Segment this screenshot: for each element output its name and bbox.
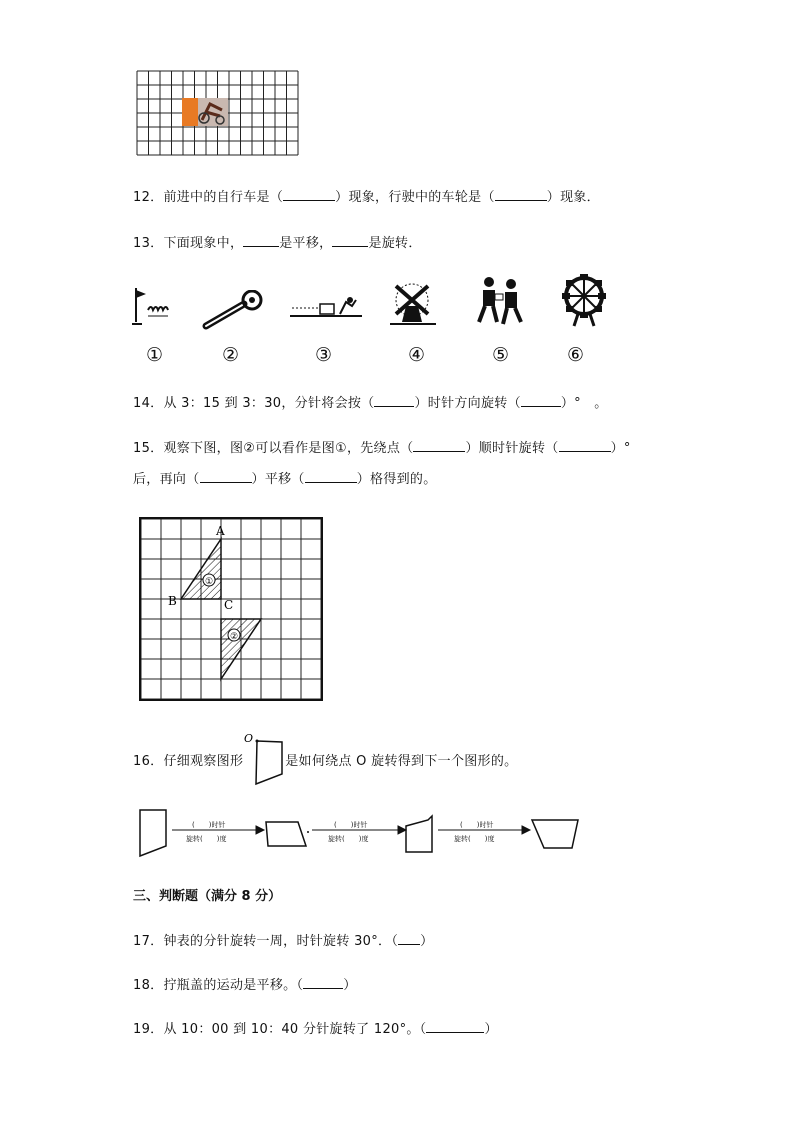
ferris-wheel-icon: [556, 272, 612, 328]
question-14: 14．从 3：15 到 3：30，分针将会按（ ）时针方向旋转（ ）° 。: [133, 396, 608, 411]
grid-with-bicycle-photo: [136, 70, 304, 156]
point-o-label: O: [244, 732, 254, 745]
shape-step-1: [140, 810, 166, 856]
answer-blank[interactable]: [303, 976, 343, 989]
point-a-label: A: [216, 524, 225, 538]
marching-people-icon: [475, 276, 527, 326]
windmill-icon: [390, 282, 436, 326]
picture-label-1: ①: [146, 344, 164, 366]
answer-blank[interactable]: [243, 234, 279, 247]
question-16: 16．仔细观察图形 是如何绕点 O 旋转得到下一个图形的。: [133, 754, 518, 769]
question-12: 12．前进中的自行车是（ ）现象，行驶中的车轮是（ ）现象．: [133, 190, 600, 205]
arrow-3-top: ( )时针: [460, 821, 494, 829]
picture-label-2: ②: [222, 344, 240, 366]
answer-blank[interactable]: [426, 1020, 484, 1033]
picture-label-3: ③: [315, 344, 333, 366]
shape-step-2: [266, 822, 306, 846]
flag-waving-icon: [128, 284, 178, 328]
question-13: 13．下面现象中， 是平移， 是旋转．: [133, 236, 422, 251]
question-15-line-1: 15．观察下图，图②可以看作是图①，先绕点（ ）顺时针旋转（ ）°: [133, 441, 631, 456]
answer-blank[interactable]: [200, 470, 252, 483]
question-19: 19．从 10：00 到 10：40 分针旋转了 120°。（ ）: [133, 1022, 498, 1037]
answer-blank[interactable]: [332, 234, 368, 247]
shape-step-4: [532, 820, 578, 848]
answer-blank[interactable]: [374, 394, 414, 407]
question-17: 17．钟表的分针旋转一周，时针旋转 30°．（ ）: [133, 934, 434, 949]
answer-blank[interactable]: [283, 188, 335, 201]
answer-blank[interactable]: [559, 439, 611, 452]
point-c-label: C: [224, 598, 234, 612]
arrow-1-bottom: 旋转( )度: [186, 835, 227, 843]
answer-blank[interactable]: [521, 394, 561, 407]
answer-blank[interactable]: [495, 188, 547, 201]
question-18: 18．拧瓶盖的运动是平移。（ ）: [133, 978, 357, 993]
picture-label-4: ④: [408, 344, 426, 366]
answer-blank[interactable]: [413, 439, 465, 452]
rotation-sequence-diagram: [136, 806, 586, 858]
wrench-icon: [200, 290, 266, 332]
picture-label-5: ⑤: [492, 344, 510, 366]
arrow-1-top: ( )时针: [192, 821, 226, 829]
bicycle-photo-icon: [182, 98, 228, 126]
shape-2-label: ②: [230, 632, 239, 642]
shape-1-label: ①: [205, 577, 214, 587]
arrow-2-top: ( )时针: [334, 821, 368, 829]
point-b-label: B: [168, 594, 177, 608]
question-15-line-2: 后，再向（ ）平移（ ）格得到的。: [133, 472, 437, 487]
arrow-3-bottom: 旋转( )度: [454, 835, 495, 843]
picture-label-6: ⑥: [567, 344, 585, 366]
answer-blank[interactable]: [305, 470, 357, 483]
rotating-shape-inline: [240, 730, 288, 788]
section-3-heading: 三、判断题（满分 8 分）: [133, 889, 282, 904]
shape-step-3: [406, 816, 432, 852]
answer-blank[interactable]: [398, 932, 420, 945]
arrow-2-bottom: 旋转( )度: [328, 835, 369, 843]
rotation-grid-diagram: [138, 516, 326, 704]
sliding-box-icon: [290, 292, 362, 322]
